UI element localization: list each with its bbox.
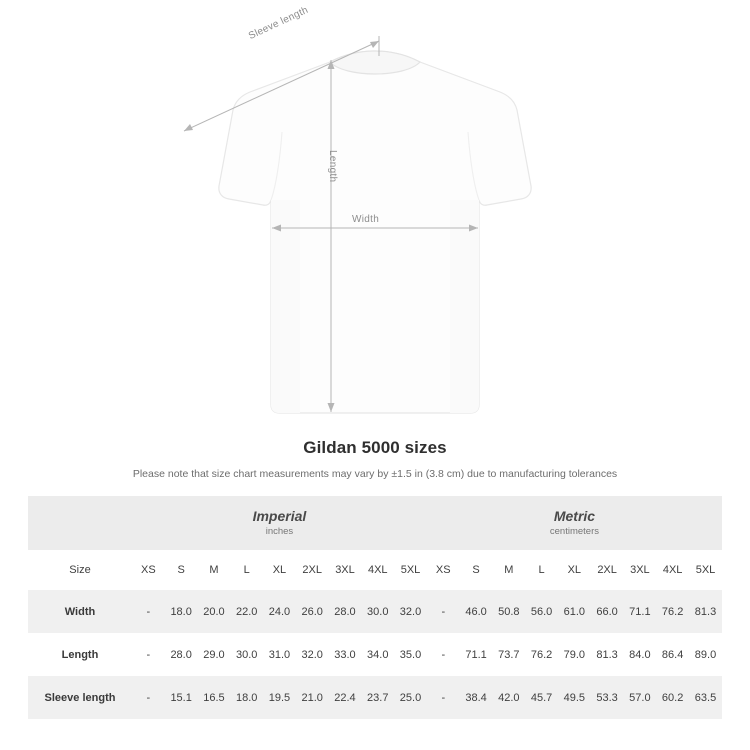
size-chart-table [28, 496, 722, 719]
size-col-metric-l: L [525, 550, 558, 590]
row-label-sleeve-length: Sleeve length [28, 676, 132, 719]
size-col-imperial-3xl: 3XL [329, 550, 362, 590]
sleeve-length-label: Sleeve length [247, 4, 311, 42]
cell-sleeve-imperial-m: 16.5 [198, 676, 231, 719]
cell-length-metric-xs: - [441, 648, 446, 661]
size-col-imperial-xl: XL [263, 550, 296, 590]
cell-width-imperial-l: 22.0 [230, 590, 263, 633]
cell-sleeve-imperial-xs: - [132, 676, 165, 719]
page-title: Gildan 5000 sizes [303, 438, 447, 457]
cell-sleeve-imperial-3xl: 22.4 [329, 676, 362, 719]
cell-width-metric-m: 50.8 [492, 590, 525, 633]
size-col-imperial-m: M [198, 550, 231, 590]
cell-width-imperial-2xl: 26.0 [296, 590, 329, 633]
cell-width-metric-2xl: 66.0 [591, 590, 624, 633]
size-col-metric-m: M [492, 550, 525, 590]
unit-header-row [28, 496, 722, 550]
cell-length-metric-l: 76.2 [530, 648, 553, 661]
cell-sleeve-imperial-4xl: 23.7 [361, 676, 394, 719]
cell-width-imperial-m: 20.0 [198, 590, 231, 633]
cell-sleeve-metric-m: 42.0 [492, 676, 525, 719]
cell-length-imperial-xs: - [146, 648, 151, 661]
size-col-metric-5xl: 5XL [689, 550, 722, 590]
cell-length-imperial-2xl: 32.0 [301, 648, 323, 661]
imperial-label: Imperial [252, 507, 307, 524]
cell-width-imperial-3xl: 28.0 [329, 590, 362, 633]
cell-length-metric-xl: 79.0 [563, 648, 586, 661]
cell-sleeve-metric-s: 38.4 [460, 676, 493, 719]
width-label: Width [352, 214, 380, 225]
cell-length-metric-4xl: 86.4 [661, 648, 684, 661]
size-col-imperial-xs: XS [132, 550, 165, 590]
size-col-imperial-l: L [230, 550, 263, 590]
cell-width-imperial-xl: 24.0 [263, 590, 296, 633]
cell-sleeve-imperial-xl: 19.5 [263, 676, 296, 719]
tshirt-shape [219, 51, 531, 413]
cell-width-metric-l: 56.0 [525, 590, 558, 633]
row-label-length: Length [61, 648, 99, 661]
cell-width-imperial-4xl: 30.0 [361, 590, 394, 633]
cell-sleeve-metric-2xl: 53.3 [591, 676, 624, 719]
cell-width-imperial-xs: - [132, 590, 165, 633]
cell-sleeve-imperial-s: 15.1 [165, 676, 198, 719]
cell-length-metric-3xl: 84.0 [629, 648, 651, 661]
cell-sleeve-metric-3xl: 57.0 [623, 676, 656, 719]
cell-length-imperial-5xl: 35.0 [399, 648, 422, 661]
cell-sleeve-imperial-l: 18.0 [230, 676, 263, 719]
cell-length-imperial-4xl: 34.0 [367, 648, 389, 661]
size-col-metric-xs: XS [427, 550, 460, 590]
cell-length-metric-s: 71.1 [465, 648, 487, 661]
cell-length-imperial-l: 30.0 [235, 648, 258, 661]
cell-sleeve-imperial-5xl: 25.0 [394, 676, 427, 719]
size-col-metric-2xl: 2XL [591, 550, 624, 590]
cell-width-metric-3xl: 71.1 [623, 590, 656, 633]
size-col-imperial-4xl: 4XL [361, 550, 394, 590]
cell-width-metric-s: 46.0 [460, 590, 493, 633]
cell-sleeve-metric-4xl: 60.2 [656, 676, 689, 719]
cell-sleeve-metric-l: 45.7 [525, 676, 558, 719]
table-row [28, 633, 722, 676]
imperial-group-header [132, 496, 427, 550]
size-header-label: Size [28, 550, 132, 590]
imperial-unit: inches [265, 525, 294, 537]
cell-sleeve-imperial-2xl: 21.0 [296, 676, 329, 719]
metric-label: Metric [553, 507, 596, 524]
cell-length-metric-2xl: 81.3 [596, 648, 618, 661]
cell-width-imperial-s: 18.0 [165, 590, 198, 633]
size-col-imperial-s: S [165, 550, 198, 590]
size-col-metric-3xl: 3XL [623, 550, 656, 590]
metric-group-header [427, 496, 722, 550]
size-col-metric-4xl: 4XL [656, 550, 689, 590]
size-col-metric-s: S [460, 550, 493, 590]
cell-width-metric-xs: - [427, 590, 460, 633]
tolerance-note: Please note that size chart measurements may vary by ±1.5 in (3.8 cm) due to manufacturing tolerances [132, 468, 618, 480]
length-label: Length [327, 150, 338, 183]
cell-width-metric-xl: 61.0 [558, 590, 591, 633]
size-table-wrapper [28, 496, 722, 719]
size-col-imperial-5xl: 5XL [394, 550, 427, 590]
row-label-width: Width [28, 590, 132, 633]
cell-length-metric-m: 73.7 [498, 648, 520, 661]
cell-length-imperial-3xl: 33.0 [334, 648, 356, 661]
metric-unit: centimeters [549, 525, 599, 537]
cell-width-metric-4xl: 76.2 [656, 590, 689, 633]
cell-sleeve-metric-xs: - [427, 676, 460, 719]
size-header-row [28, 550, 722, 590]
cell-length-imperial-m: 29.0 [203, 648, 225, 661]
cell-length-imperial-s: 28.0 [170, 648, 192, 661]
table-row [28, 676, 722, 719]
cell-sleeve-metric-5xl: 63.5 [689, 676, 722, 719]
cell-sleeve-metric-xl: 49.5 [558, 676, 591, 719]
size-col-metric-xl: XL [558, 550, 591, 590]
cell-length-metric-5xl: 89.0 [694, 648, 717, 661]
unit-row-spacer [28, 496, 132, 550]
cell-width-imperial-5xl: 32.0 [394, 590, 427, 633]
table-row [28, 590, 722, 633]
cell-width-metric-5xl: 81.3 [689, 590, 722, 633]
size-col-imperial-2xl: 2XL [296, 550, 329, 590]
cell-length-imperial-xl: 31.0 [268, 648, 291, 661]
